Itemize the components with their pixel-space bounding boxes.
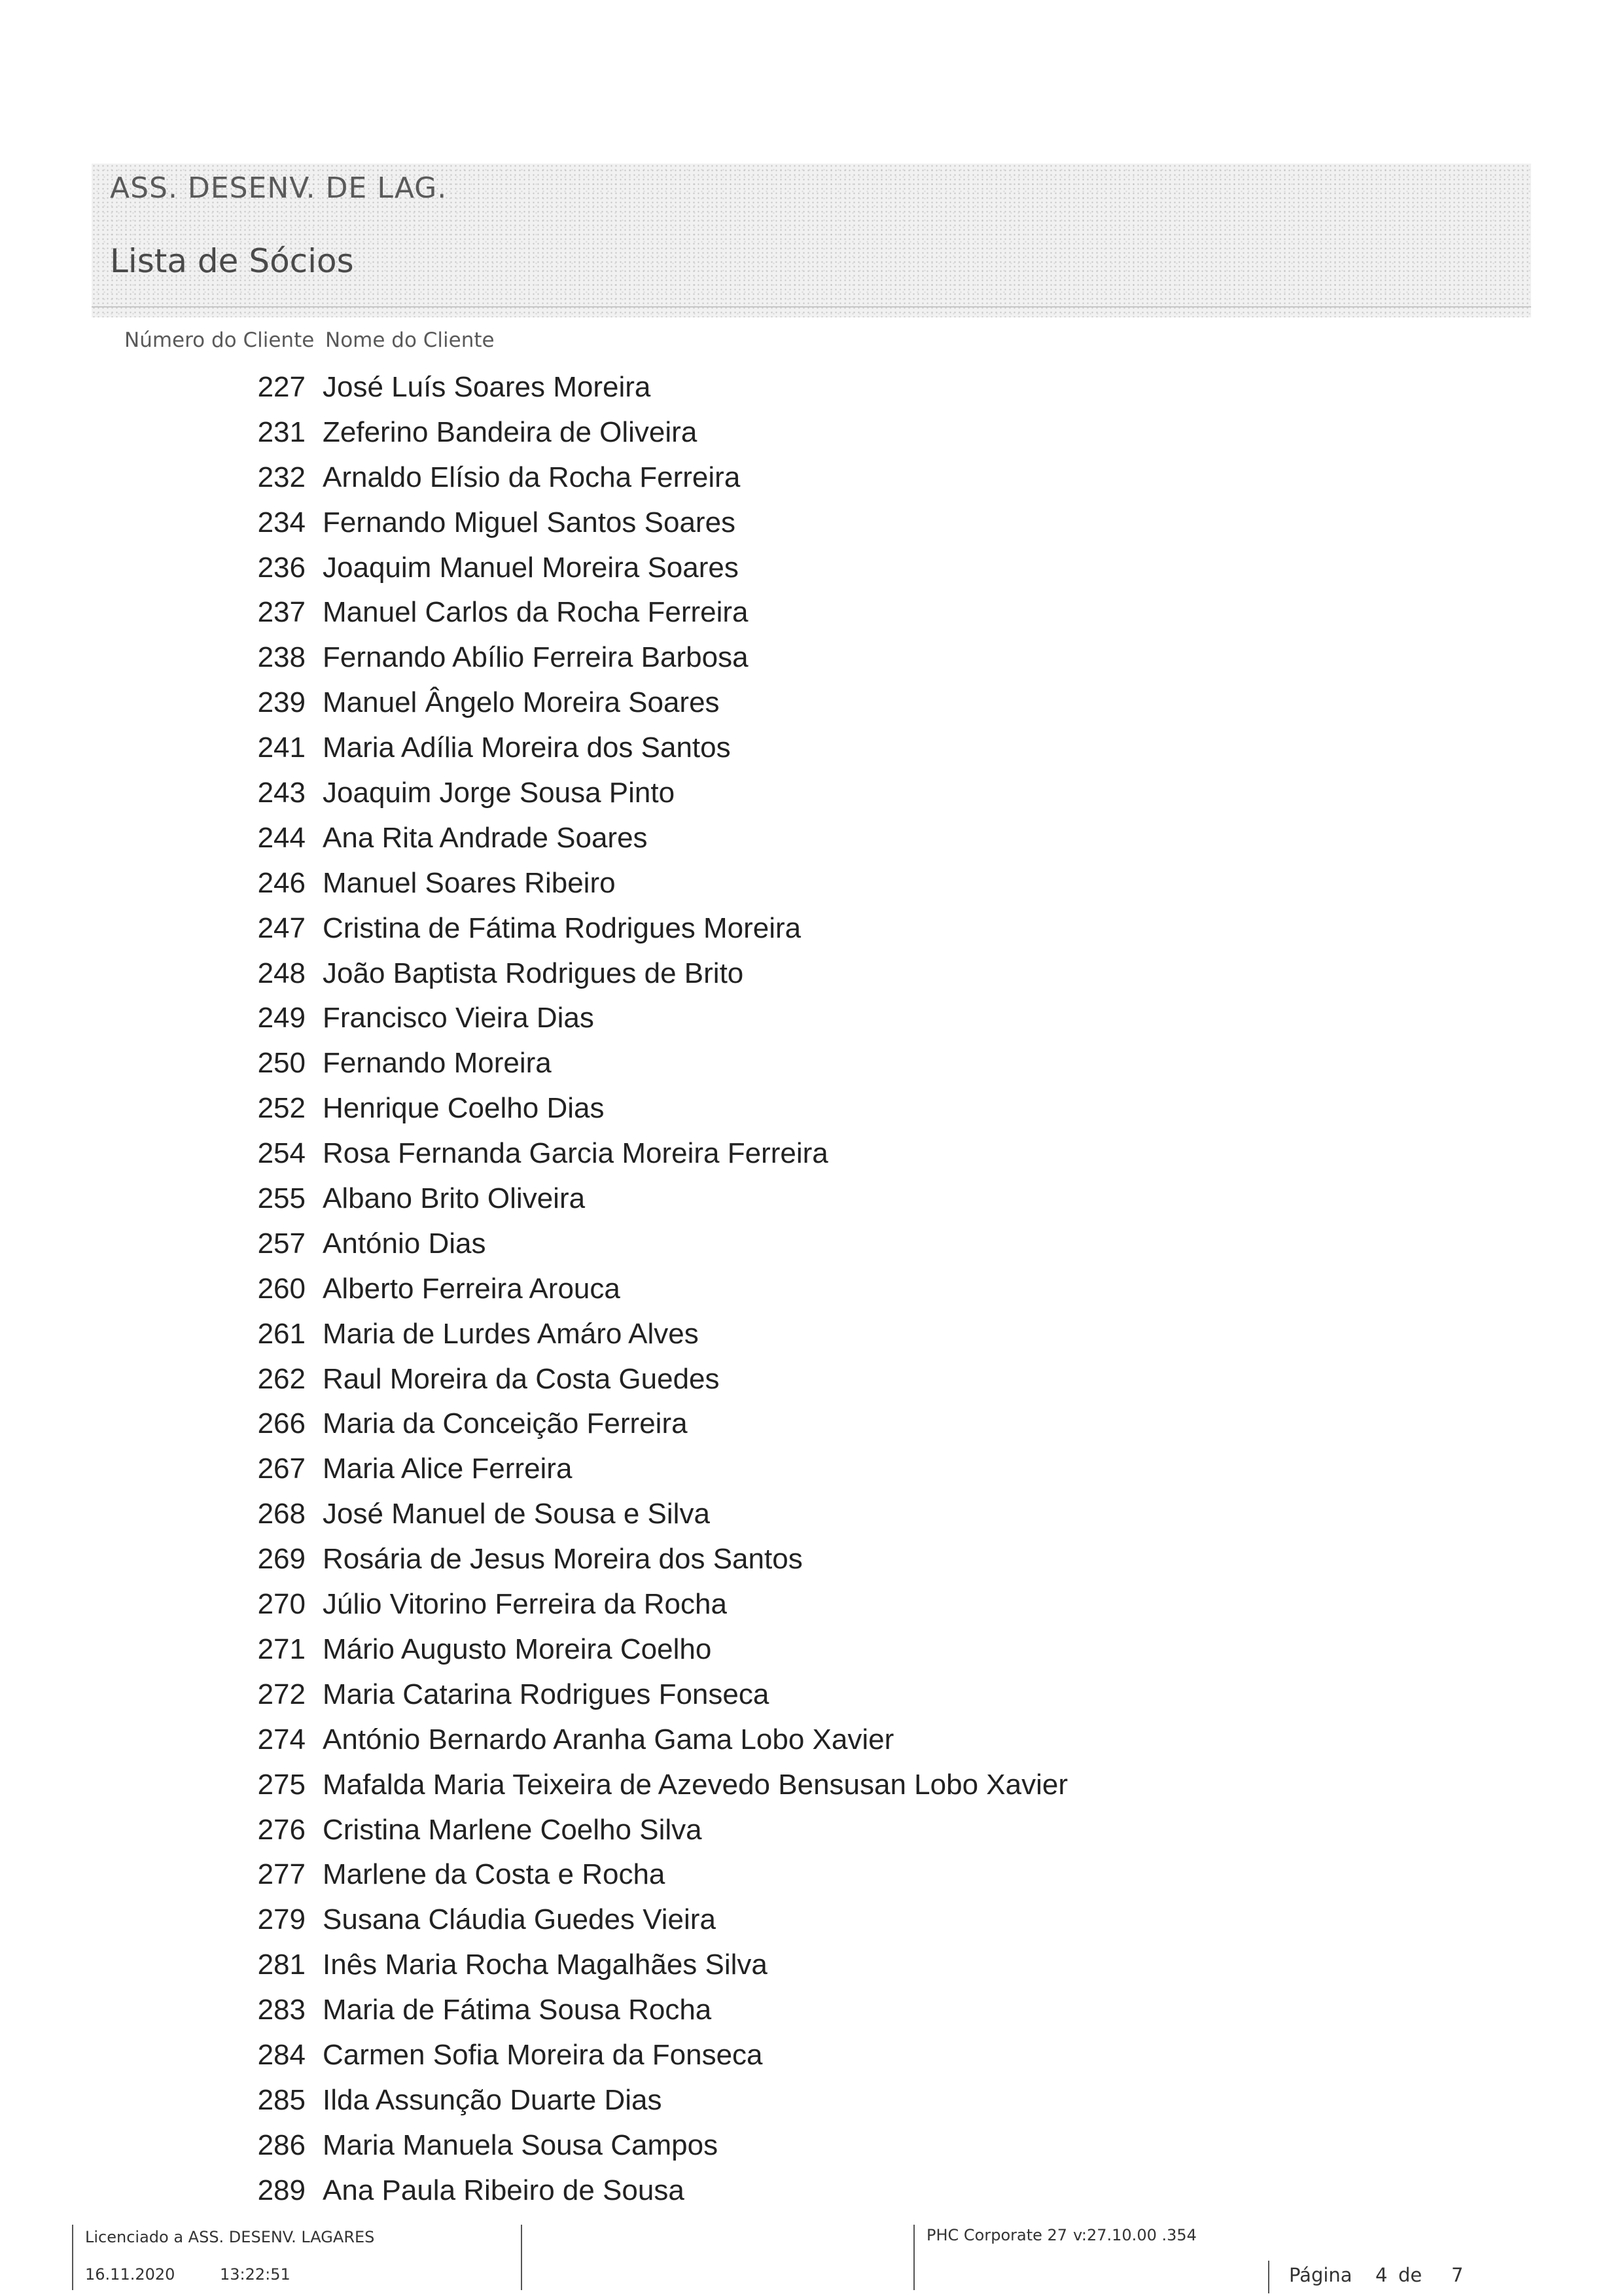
member-row <box>0 2126 1624 2171</box>
member-number: 267 <box>257 1453 306 1485</box>
member-number: 260 <box>257 1272 306 1305</box>
member-number: 281 <box>257 1949 306 1981</box>
member-number: 250 <box>257 1047 306 1080</box>
member-name: Henrique Coelho Dias <box>323 1092 605 1125</box>
member-number: 246 <box>257 866 306 899</box>
footer-date: 16.11.2020 <box>85 2265 175 2284</box>
member-number: 237 <box>257 596 306 629</box>
member-row <box>0 1630 1624 1675</box>
member-row <box>0 638 1624 683</box>
member-name: Maria Adília Moreira dos Santos <box>323 732 731 764</box>
member-row <box>0 1315 1624 1360</box>
member-name: Zeferino Bandeira de Oliveira <box>323 415 697 448</box>
member-number: 257 <box>257 1227 306 1260</box>
member-number: 239 <box>257 686 306 719</box>
footer-time: 13:22:51 <box>220 2265 291 2284</box>
member-row <box>0 909 1624 954</box>
member-row <box>0 1585 1624 1630</box>
member-name: Rosária de Jesus Moreira dos Santos <box>323 1543 803 1576</box>
member-number: 236 <box>257 551 306 584</box>
member-name: Manuel Carlos da Rocha Ferreira <box>323 596 749 629</box>
member-row <box>0 773 1624 819</box>
member-number: 276 <box>257 1813 306 1846</box>
member-name: Ana Paula Ribeiro de Sousa <box>323 2174 684 2206</box>
member-name: Maria da Conceição Ferreira <box>323 1407 688 1440</box>
member-number: 289 <box>257 2174 306 2206</box>
member-number: 244 <box>257 821 306 854</box>
member-name: Ilda Assunção Duarte Dias <box>323 2083 662 2116</box>
member-name: Alberto Ferreira Arouca <box>323 1272 620 1305</box>
member-name: João Baptista Rodrigues de Brito <box>323 957 744 989</box>
member-number: 272 <box>257 1678 306 1710</box>
member-row <box>0 1900 1624 1945</box>
member-name: Fernando Moreira <box>323 1047 552 1080</box>
member-name: Manuel Soares Ribeiro <box>323 866 616 899</box>
member-row <box>0 819 1624 864</box>
footer-version: v:27.10.00 .354 <box>1073 2226 1197 2244</box>
member-name: Rosa Fernanda Garcia Moreira Ferreira <box>323 1137 828 1170</box>
member-number: 249 <box>257 1002 306 1034</box>
member-number: 241 <box>257 732 306 764</box>
member-row <box>0 458 1624 503</box>
member-number: 284 <box>257 2038 306 2071</box>
member-name: Albano Brito Oliveira <box>323 1182 586 1215</box>
member-row <box>0 1044 1624 1089</box>
member-number: 234 <box>257 506 306 539</box>
member-name: Carmen Sofia Moreira da Fonseca <box>323 2038 763 2071</box>
header-rule <box>92 306 1531 308</box>
member-name: Marlene da Costa e Rocha <box>323 1858 665 1891</box>
member-name: Arnaldo Elísio da Rocha Ferreira <box>323 461 741 493</box>
member-row <box>0 1540 1624 1585</box>
member-row <box>0 1855 1624 1900</box>
member-name: Joaquim Jorge Sousa Pinto <box>323 777 675 809</box>
member-number: 283 <box>257 1994 306 2026</box>
member-number: 247 <box>257 911 306 944</box>
member-name: António Bernardo Aranha Gama Lobo Xavier <box>323 1723 894 1756</box>
member-name: Mafalda Maria Teixeira de Azevedo Bensusan Lobo Xavier <box>323 1768 1068 1801</box>
member-row <box>0 503 1624 548</box>
member-row <box>0 1134 1624 1179</box>
member-name: Fernando Miguel Santos Soares <box>323 506 736 539</box>
member-row <box>0 2081 1624 2126</box>
footer-divider <box>1268 2261 1269 2293</box>
member-name: Ana Rita Andrade Soares <box>323 821 648 854</box>
member-row <box>0 998 1624 1044</box>
member-name: Manuel Ângelo Moreira Soares <box>323 686 720 719</box>
member-name: Cristina de Fátima Rodrigues Moreira <box>323 911 802 944</box>
footer-licensed-to: Licenciado a ASS. DESENV. LAGARES <box>85 2228 375 2246</box>
member-name: Maria Manuela Sousa Campos <box>323 2128 718 2161</box>
member-name: Inês Maria Rocha Magalhães Silva <box>323 1949 768 1981</box>
member-name: Joaquim Manuel Moreira Soares <box>323 551 739 584</box>
member-number: 238 <box>257 641 306 674</box>
member-number: 277 <box>257 1858 306 1891</box>
member-number: 286 <box>257 2128 306 2161</box>
member-number: 231 <box>257 415 306 448</box>
member-row <box>0 1179 1624 1224</box>
member-row <box>0 2036 1624 2081</box>
member-number: 227 <box>257 371 306 403</box>
member-name: José Manuel de Sousa e Silva <box>323 1498 710 1530</box>
member-number: 270 <box>257 1588 306 1621</box>
member-number: 255 <box>257 1182 306 1215</box>
member-number: 232 <box>257 461 306 493</box>
member-number: 274 <box>257 1723 306 1756</box>
member-row <box>0 1089 1624 1134</box>
member-number: 285 <box>257 2083 306 2116</box>
list-title: Lista de Sócios <box>110 242 354 280</box>
member-name: Maria Alice Ferreira <box>323 1453 573 1485</box>
member-row <box>0 1269 1624 1315</box>
member-number: 279 <box>257 1903 306 1936</box>
member-row <box>0 728 1624 773</box>
member-name: Maria Catarina Rodrigues Fonseca <box>323 1678 769 1710</box>
member-row <box>0 1720 1624 1765</box>
footer-page-current: 4 <box>1375 2264 1388 2286</box>
member-name: Francisco Vieira Dias <box>323 1002 594 1034</box>
member-number: 262 <box>257 1362 306 1395</box>
member-number: 269 <box>257 1543 306 1576</box>
footer-divider <box>913 2225 915 2290</box>
member-row <box>0 1810 1624 1856</box>
member-number: 275 <box>257 1768 306 1801</box>
footer-page-total: 7 <box>1451 2264 1464 2286</box>
member-name: Maria de Lurdes Amáro Alves <box>323 1317 699 1350</box>
member-row <box>0 1449 1624 1494</box>
member-row <box>0 1224 1624 1269</box>
member-row <box>0 1765 1624 1810</box>
footer-divider <box>72 2225 73 2290</box>
member-name: Susana Cláudia Guedes Vieira <box>323 1903 716 1936</box>
member-row <box>0 683 1624 728</box>
member-name: Júlio Vitorino Ferreira da Rocha <box>323 1588 727 1621</box>
member-name: Maria de Fátima Sousa Rocha <box>323 1994 712 2026</box>
member-list <box>0 368 1624 2216</box>
member-name: Raul Moreira da Costa Guedes <box>323 1362 720 1395</box>
member-number: 261 <box>257 1317 306 1350</box>
member-row <box>0 954 1624 999</box>
member-row <box>0 1945 1624 1990</box>
footer-divider <box>521 2225 522 2290</box>
member-name: Cristina Marlene Coelho Silva <box>323 1813 702 1846</box>
member-name: Mário Augusto Moreira Coelho <box>323 1633 712 1665</box>
member-row <box>0 368 1624 413</box>
member-number: 271 <box>257 1633 306 1665</box>
footer-page-of: de <box>1398 2264 1422 2286</box>
member-number: 243 <box>257 777 306 809</box>
member-name: Fernando Abílio Ferreira Barbosa <box>323 641 749 674</box>
member-name: José Luís Soares Moreira <box>323 371 651 403</box>
footer-software: PHC Corporate 27 <box>927 2226 1068 2244</box>
member-number: 252 <box>257 1092 306 1125</box>
member-number: 254 <box>257 1137 306 1170</box>
member-row <box>0 1360 1624 1405</box>
member-row <box>0 593 1624 638</box>
member-number: 248 <box>257 957 306 989</box>
member-row <box>0 1404 1624 1449</box>
member-name: António Dias <box>323 1227 486 1260</box>
member-number: 266 <box>257 1407 306 1440</box>
footer-page-label: Página <box>1289 2264 1352 2286</box>
organization-name: ASS. DESENV. DE LAG. <box>110 171 448 205</box>
column-header-name: Nome do Cliente <box>325 328 495 352</box>
member-row <box>0 1990 1624 2036</box>
member-number: 268 <box>257 1498 306 1530</box>
member-row <box>0 2171 1624 2216</box>
member-row <box>0 1675 1624 1720</box>
column-header-number: Número do Cliente <box>124 328 315 352</box>
member-row <box>0 413 1624 458</box>
member-row <box>0 548 1624 593</box>
member-row <box>0 1494 1624 1540</box>
member-row <box>0 864 1624 909</box>
